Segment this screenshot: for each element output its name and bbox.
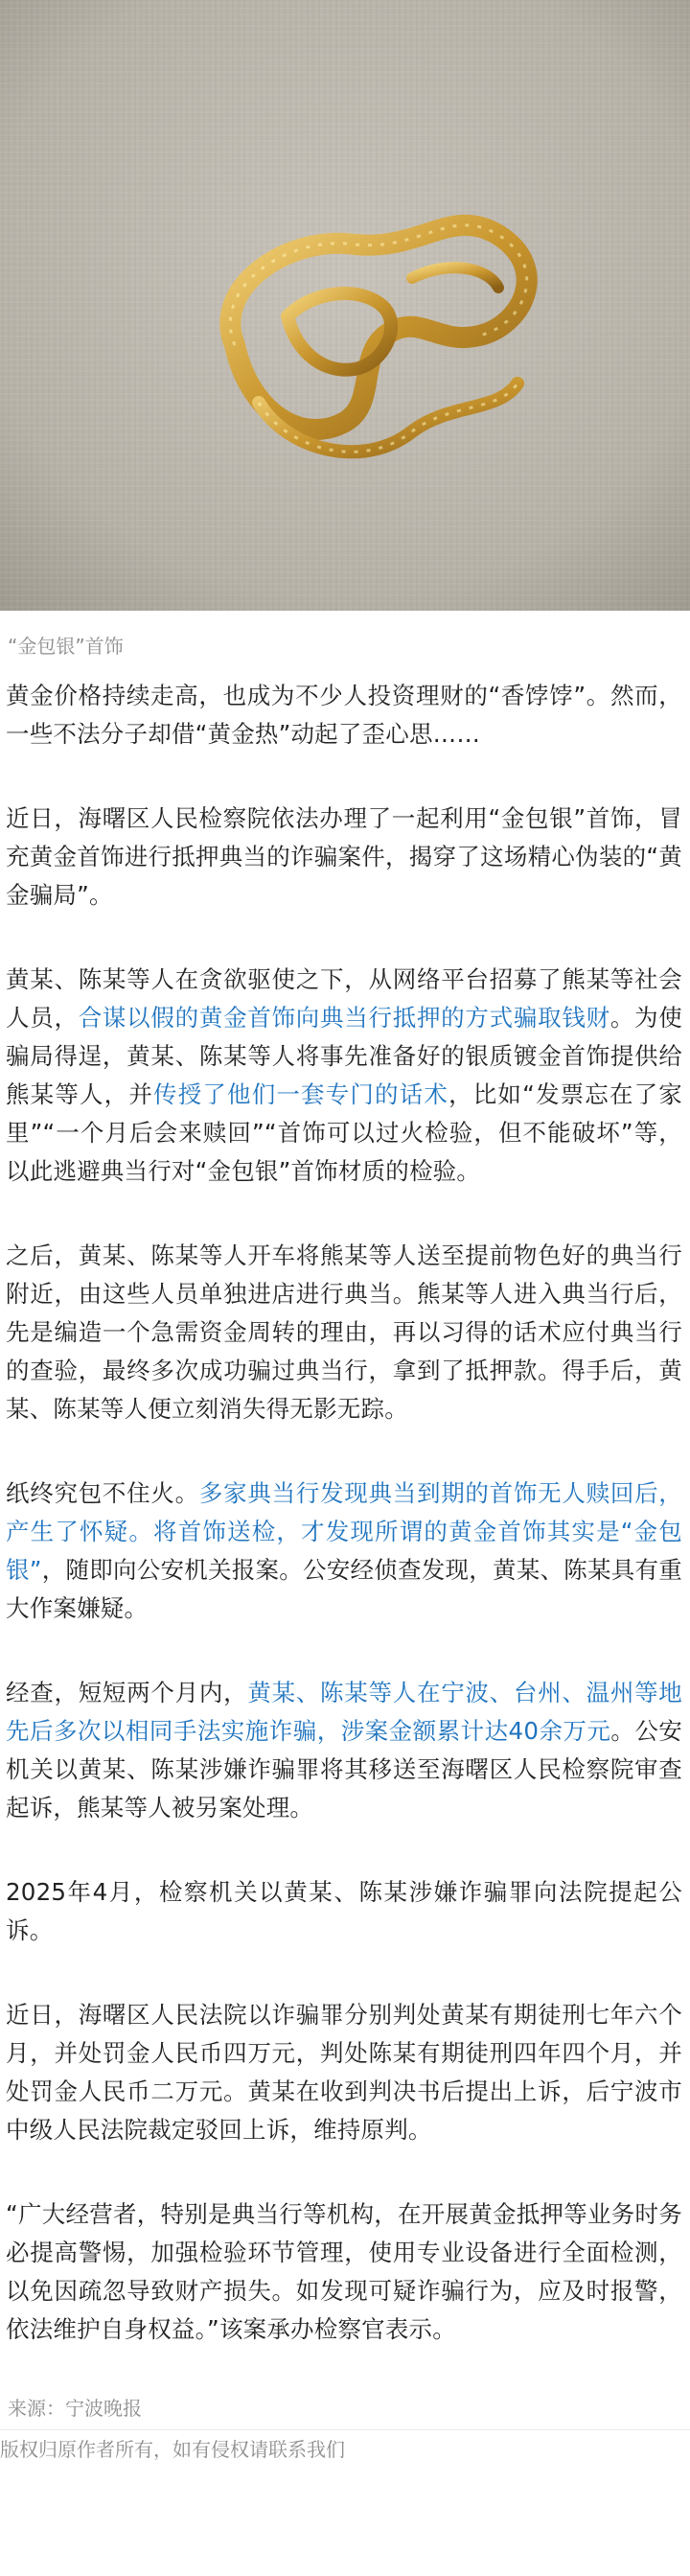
body-text: 近日，海曙区人民检察院依法办理了一起利用“金包银”首饰，冒充黄金首饰进行抵押典当的诈骗案件，揭穿了这场精心伪装的“黄金骗局”。 (6, 804, 682, 909)
gold-necklace-image (0, 0, 690, 611)
article-paragraph (6, 1873, 682, 1950)
body-text: 黄金价格持续走高，也成为不少人投资理财的“香饽饽”。然而，一些不法分子却借“黄金热”动起了歪心思…… (6, 682, 682, 748)
body-text: 纸终究包不住火。 (6, 1479, 199, 1507)
article-paragraph (6, 1237, 682, 1428)
body-text: 之后，黄某、陈某等人开车将熊某等人送至提前物色好的典当行附近，由这些人员单独进店进行典当。熊某等人进入典当行后，先是编造一个急需资金周转的理由，再以习得的话术应付典当行的查验，最终多次成功骗过典当行，拿到了抵押款。得手后，黄某、陈某等人便立刻消失得无影无踪。 (6, 1242, 682, 1423)
body-text: 经查，短短两个月内， (6, 1679, 248, 1706)
highlighted-text: 合谋以假的黄金首饰向典当行抵押的方式骗取钱财 (78, 1004, 610, 1032)
highlighted-text: 传授了他们一套专门的话术 (153, 1080, 449, 1108)
divider (0, 2429, 690, 2430)
article-paragraph (6, 677, 682, 754)
image-caption: “金包银”首饰 (8, 635, 124, 658)
article-paragraph (6, 961, 682, 1191)
article-paragraph (6, 1674, 682, 1827)
body-text: 。为使骗局得逞，黄某、陈某等人将事先准备好的银质镀金首饰提供给熊某等人，并 (6, 1004, 682, 1108)
article-paragraph (6, 2195, 682, 2349)
highlighted-text: 多家典当行发现典当到期的首饰无人赎回后，产生了怀疑。将首饰送检，才发现所谓的黄金首饰其实是“金包银” (6, 1479, 682, 1584)
body-text: 。公安机关以黄某、陈某涉嫌诈骗罪将其移送至海曙区人民检察院审查起诉，熊某等人被另案处理。 (6, 1717, 683, 1822)
article-paragraph (6, 800, 682, 915)
article-paragraph (6, 1996, 682, 2149)
body-text: “广大经营者，特别是典当行等机构，在开展黄金抵押等业务时务必提高警惕，加强检验环节管理，使用专业设备进行全面检测，以免因疏忽导致财产损失。如发现可疑诈骗行为，应及时报警，依法维护自身权益。”该案承办检察官表示。 (6, 2200, 682, 2343)
article-body (0, 677, 690, 2349)
body-text: ，随即向公安机关报案。公安经侦查发现，黄某、陈某具有重大作案嫌疑。 (6, 1556, 682, 1622)
body-text: 近日，海曙区人民法院以诈骗罪分别判处黄某有期徒刑七年六个月，并处罚金人民币四万元，判处陈某有期徒刑四年四个月，并处罚金人民币二万元。黄某在收到判决书后提出上诉，后宁波市中级人民法院裁定驳回上诉，维持原判。 (6, 2001, 682, 2144)
body-text: 黄某、陈某等人在贪欲驱使之下，从网络平台招募了熊某等社会人员， (6, 965, 682, 1032)
article-photo (0, 0, 690, 611)
highlighted-text: 黄某、陈某等人在宁波、台州、温州等地先后多次以相同手法实施诈骗，涉案金额累计达40余万元 (6, 1679, 683, 1745)
article-paragraph (6, 1474, 682, 1628)
copyright-notice: 版权归原作者所有，如有侵权请联系我们 (0, 2438, 345, 2461)
source-line: 来源：宁波晚报 (8, 2397, 142, 2420)
body-text: ，比如“发票忘在了家里”“一个月后会来赎回”“首饰可以过火检验，但不能破坏”等，以此逃避典当行对“金包银”首饰材质的检验。 (6, 1080, 682, 1185)
body-text: 2025年4月，检察机关以黄某、陈某涉嫌诈骗罪向法院提起公诉。 (6, 1878, 682, 1944)
